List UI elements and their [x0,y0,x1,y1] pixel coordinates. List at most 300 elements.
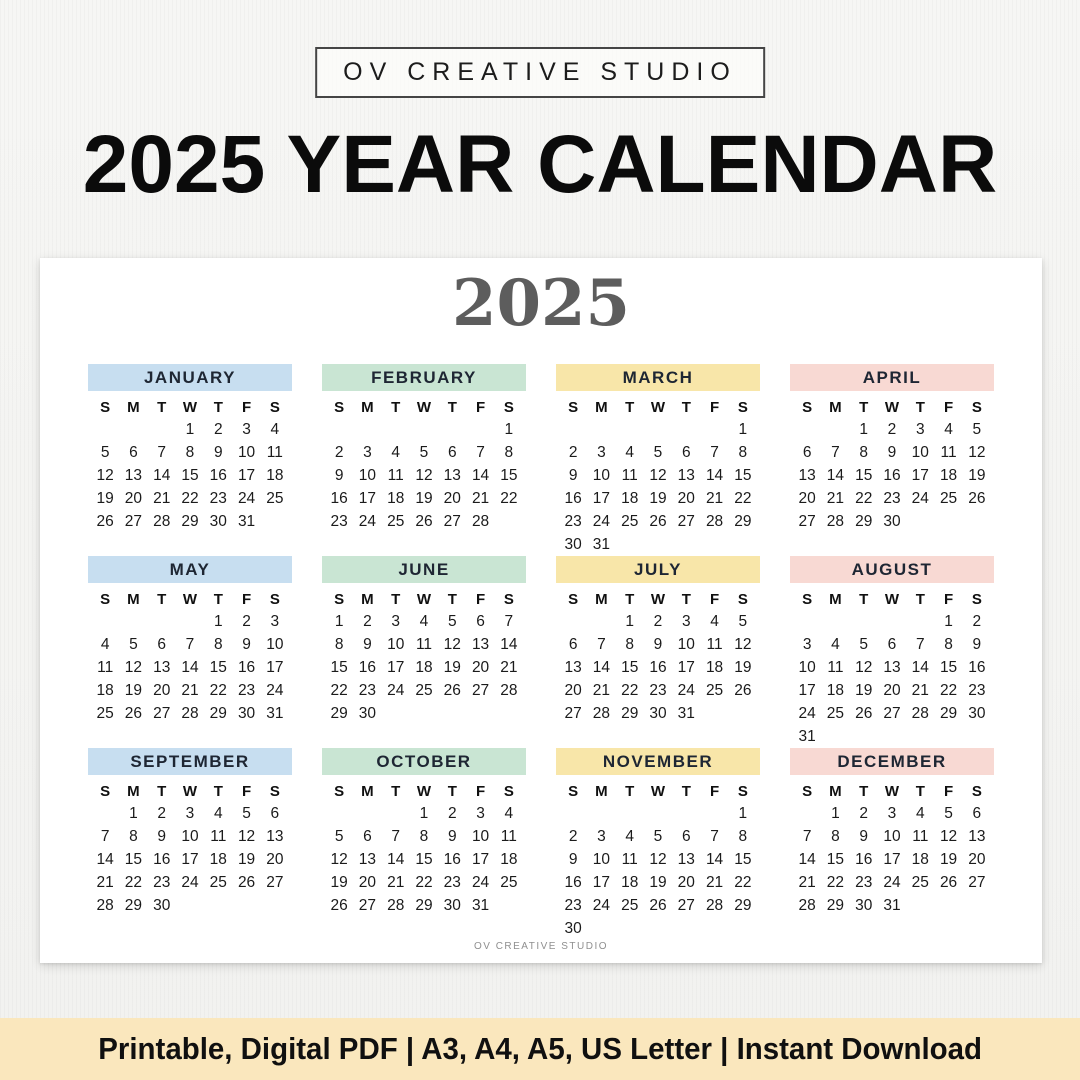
day-cell: 12 [330,851,348,868]
weekday-label: W [182,399,198,416]
day-cell-empty [495,894,523,917]
day-cell: 25 [939,490,958,507]
day-cell: 14 [798,851,816,868]
day-cell: 1 [213,613,223,630]
weekday-label: F [241,783,252,800]
month-dates [325,610,523,725]
day-cell: 5 [334,828,344,845]
weekday-label: M [595,591,608,608]
day-cell: 9 [242,636,251,653]
month-header: FEBRUARY [322,364,526,391]
day-cell: 10 [883,828,901,845]
day-cell: 10 [911,444,929,461]
day-cell: 4 [504,805,514,822]
day-cell: 27 [358,897,377,914]
day-cell: 17 [237,467,256,484]
day-cell: 23 [209,490,227,507]
day-cell-empty [850,725,878,748]
day-cell: 1 [859,421,869,438]
day-cell: 16 [855,851,873,868]
weekday-label: F [475,591,486,608]
day-cell: 5 [419,444,429,461]
day-cell: 3 [597,444,606,461]
day-cell: 14 [826,467,845,484]
day-cell: 6 [887,636,897,653]
day-cell: 8 [831,828,840,845]
day-cell-empty [793,610,821,633]
day-cell-empty [382,418,410,441]
day-cell: 7 [831,444,840,461]
weekday-label: S [971,591,982,608]
day-cell: 7 [185,636,195,653]
month-dates [325,802,523,917]
day-cell: 29 [209,705,227,722]
weekday-label: S [334,783,345,800]
day-cell-empty [261,510,289,533]
day-cell-empty [934,725,962,748]
weekday-label: T [391,783,401,800]
day-cell-empty [587,917,615,940]
day-cell: 19 [855,682,873,699]
day-cell: 27 [471,682,490,699]
weekday-label: S [503,591,514,608]
day-cell: 5 [129,636,138,653]
day-cell: 26 [855,705,873,722]
day-cell: 24 [266,682,284,699]
month-dates [793,418,991,533]
day-cell: 31 [266,705,284,722]
day-cell-empty [204,894,232,917]
month-december [790,748,994,940]
weekday-label: W [650,783,666,800]
day-cell-empty [672,917,700,940]
weekday-row [793,589,991,610]
weekday-label: T [859,783,869,800]
day-cell: 6 [568,636,578,653]
day-cell: 18 [621,490,639,507]
day-cell: 19 [237,851,256,868]
day-cell: 9 [653,636,663,653]
day-cell: 29 [939,705,958,722]
day-cell: 11 [827,659,844,676]
weekday-label: F [709,783,720,800]
day-cell: 25 [826,705,845,722]
day-cell: 7 [915,636,925,653]
day-cell: 17 [266,659,284,676]
day-cell: 28 [911,705,929,722]
day-cell: 6 [157,636,167,653]
day-cell: 25 [621,513,639,530]
day-cell: 9 [972,636,982,653]
day-cell-empty [438,702,466,725]
weekday-label: W [416,399,432,416]
day-cell: 3 [597,828,606,845]
day-cell: 30 [649,705,667,722]
day-cell: 23 [237,682,256,699]
month-july [556,556,760,748]
day-cell: 21 [798,874,816,891]
month-march [556,364,760,556]
day-cell: 9 [887,444,897,461]
day-cell: 12 [734,636,752,653]
day-cell: 22 [826,874,845,891]
day-cell: 23 [649,682,667,699]
day-cell: 11 [210,828,227,845]
month-september [88,748,292,940]
day-cell: 15 [855,467,873,484]
day-cell: 7 [504,613,514,630]
month-june [322,556,526,748]
day-cell: 8 [625,636,635,653]
day-cell: 20 [358,874,377,891]
day-cell-empty [878,610,906,633]
day-cell: 2 [972,613,982,630]
day-cell-empty [729,533,757,556]
weekday-label: W [884,399,900,416]
day-cell: 17 [471,851,490,868]
weekday-label: W [650,591,666,608]
day-cell: 15 [181,467,199,484]
day-cell: 1 [334,613,344,630]
weekday-label: M [127,399,140,416]
day-cell: 29 [855,513,873,530]
day-cell: 29 [124,897,143,914]
day-cell: 26 [734,682,752,699]
weekday-label: T [681,399,691,416]
day-cell: 10 [266,636,284,653]
day-cell: 5 [859,636,869,653]
day-cell: 15 [734,467,752,484]
day-cell-empty [559,610,587,633]
day-cell: 27 [124,513,143,530]
weekday-label: T [447,399,457,416]
weekday-label: T [625,783,635,800]
day-cell: 24 [358,513,377,530]
day-cell-empty [672,533,700,556]
day-cell: 4 [391,444,401,461]
month-november [556,748,760,940]
day-cell: 7 [476,444,485,461]
weekday-label: F [241,399,252,416]
day-cell: 4 [710,613,719,630]
day-cell: 25 [96,705,114,722]
day-cell: 7 [802,828,812,845]
day-cell: 3 [270,613,280,630]
day-cell: 14 [592,659,611,676]
bottom-bar [0,1018,1080,1080]
months-grid [88,364,994,940]
day-cell-empty [906,610,934,633]
day-cell: 25 [621,897,639,914]
day-cell: 13 [153,659,171,676]
day-cell: 19 [443,659,461,676]
day-cell: 21 [826,490,845,507]
day-cell: 29 [734,897,752,914]
day-cell: 12 [96,467,114,484]
day-cell: 24 [592,897,611,914]
day-cell-empty [353,802,381,825]
day-cell-empty [587,418,615,441]
day-cell: 16 [564,490,582,507]
weekday-label: W [182,591,198,608]
weekday-label: T [213,399,223,416]
weekday-label: S [100,399,111,416]
day-cell: 14 [153,467,171,484]
day-cell: 2 [157,805,167,822]
weekday-label: W [416,591,432,608]
day-cell: 30 [564,920,582,937]
day-cell-empty [616,802,644,825]
day-cell: 28 [471,513,490,530]
day-cell: 17 [883,851,901,868]
card-footer-studio-label: OV CREATIVE STUDIO [473,941,609,952]
weekday-label: S [802,399,813,416]
day-cell: 14 [471,467,490,484]
day-cell: 3 [915,421,925,438]
weekday-label: T [681,591,691,608]
month-dates [559,610,757,725]
day-cell: 4 [270,421,280,438]
day-cell-empty [700,418,728,441]
weekday-row [793,397,991,418]
day-cell: 22 [621,682,639,699]
day-cell: 6 [129,444,138,461]
weekday-row [559,397,757,418]
weekday-row [325,397,523,418]
day-cell: 18 [500,851,518,868]
day-cell: 5 [242,805,251,822]
day-cell: 29 [734,513,752,530]
day-cell: 24 [911,490,929,507]
day-cell: 17 [387,659,405,676]
day-cell-empty [261,894,289,917]
weekday-label: T [915,399,925,416]
day-cell: 16 [209,467,227,484]
day-cell: 31 [592,536,611,553]
weekday-label: S [568,783,579,800]
weekday-label: W [884,783,900,800]
day-cell: 10 [358,467,377,484]
day-cell: 21 [705,874,724,891]
month-header: AUGUST [790,556,994,583]
day-cell: 11 [621,467,638,484]
day-cell: 19 [649,490,667,507]
day-cell: 22 [330,682,348,699]
day-cell: 6 [802,444,812,461]
day-cell: 15 [330,659,348,676]
day-cell: 14 [705,851,724,868]
day-cell: 4 [419,613,429,630]
day-cell: 14 [96,851,114,868]
day-cell-empty [495,702,523,725]
day-cell: 30 [855,897,873,914]
weekday-label: W [650,399,666,416]
day-cell: 4 [100,636,110,653]
day-cell: 1 [944,613,953,630]
weekday-label: M [829,399,842,416]
day-cell: 1 [129,805,138,822]
day-cell: 16 [153,851,171,868]
day-cell: 9 [859,828,869,845]
day-cell: 14 [387,851,405,868]
weekday-row [559,781,757,802]
day-cell-empty [793,418,821,441]
weekday-label: S [568,399,579,416]
day-cell: 2 [447,805,457,822]
day-cell: 22 [181,490,199,507]
weekday-label: T [859,399,869,416]
day-cell: 2 [213,421,223,438]
month-dates [325,418,523,533]
day-cell: 26 [237,874,256,891]
day-cell-empty [934,894,962,917]
day-cell: 24 [387,682,405,699]
day-cell: 13 [968,828,986,845]
day-cell: 10 [237,444,256,461]
day-cell: 26 [649,513,667,530]
day-cell: 8 [185,444,195,461]
day-cell-empty [850,610,878,633]
day-cell: 6 [972,805,982,822]
day-cell: 30 [153,897,171,914]
day-cell: 28 [153,513,171,530]
day-cell: 19 [96,490,114,507]
day-cell: 29 [826,897,845,914]
weekday-label: F [241,591,252,608]
day-cell: 20 [564,682,582,699]
day-cell: 16 [237,659,256,676]
day-cell: 12 [968,444,986,461]
day-cell: 4 [944,421,953,438]
day-cell: 4 [625,828,635,845]
day-cell: 30 [237,705,256,722]
day-cell: 11 [621,851,638,868]
day-cell: 19 [330,874,348,891]
day-cell: 4 [915,805,925,822]
month-dates [559,418,757,556]
day-cell: 23 [443,874,461,891]
day-cell: 3 [391,613,401,630]
day-cell: 20 [443,490,461,507]
day-cell: 13 [124,467,143,484]
weekday-label: S [334,591,345,608]
weekday-label: M [361,591,374,608]
day-cell: 11 [912,828,929,845]
weekday-label: M [361,399,374,416]
day-cell: 30 [443,897,461,914]
day-cell: 17 [592,490,611,507]
day-cell: 31 [471,897,490,914]
month-april [790,364,994,556]
weekday-label: S [568,591,579,608]
day-cell-empty [232,894,260,917]
weekday-row [559,589,757,610]
day-cell: 10 [592,851,611,868]
day-cell-empty [934,510,962,533]
weekday-row [91,397,289,418]
day-cell: 27 [564,705,582,722]
day-cell: 15 [415,851,433,868]
day-cell: 26 [939,874,958,891]
day-cell: 25 [387,513,405,530]
day-cell: 1 [504,421,514,438]
day-cell: 3 [363,444,372,461]
weekday-label: M [829,591,842,608]
day-cell: 11 [706,636,723,653]
day-cell-empty [906,894,934,917]
day-cell: 28 [96,897,114,914]
day-cell: 14 [500,636,518,653]
day-cell-empty [353,418,381,441]
day-cell: 20 [153,682,171,699]
day-cell: 1 [831,805,840,822]
day-cell: 23 [883,490,901,507]
day-cell: 14 [705,467,724,484]
day-cell-empty [382,802,410,825]
weekday-label: T [157,591,167,608]
day-cell: 2 [653,613,663,630]
day-cell: 20 [677,490,695,507]
day-cell: 11 [940,444,957,461]
day-cell-empty [644,533,672,556]
day-cell: 17 [911,467,929,484]
weekday-label: T [915,591,925,608]
day-cell: 12 [124,659,143,676]
day-cell-empty [616,533,644,556]
day-cell: 1 [738,805,748,822]
day-cell: 7 [710,444,719,461]
day-cell: 17 [592,874,611,891]
weekday-label: T [213,783,223,800]
weekday-label: T [391,399,401,416]
weekday-label: M [829,783,842,800]
day-cell: 22 [734,490,752,507]
day-cell: 2 [242,613,251,630]
day-cell: 8 [859,444,869,461]
day-cell: 10 [677,636,695,653]
day-cell-empty [119,418,147,441]
day-cell: 19 [939,851,958,868]
month-header: MARCH [556,364,760,391]
day-cell: 19 [649,874,667,891]
studio-badge [315,47,765,98]
weekday-label: W [416,783,432,800]
weekday-row [325,781,523,802]
day-cell-empty [616,917,644,940]
day-cell: 7 [100,828,110,845]
day-cell: 3 [887,805,897,822]
day-cell: 14 [911,659,929,676]
month-dates [91,610,289,725]
day-cell: 27 [677,513,695,530]
day-cell-empty [382,702,410,725]
day-cell: 12 [649,467,667,484]
day-cell: 18 [415,659,433,676]
day-cell: 20 [883,682,901,699]
day-cell: 9 [568,467,578,484]
day-cell: 31 [677,705,695,722]
day-cell: 29 [621,705,639,722]
month-header: DECEMBER [790,748,994,775]
day-cell: 28 [826,513,845,530]
day-cell: 13 [798,467,816,484]
day-cell: 13 [471,636,490,653]
day-cell-empty [672,802,700,825]
weekday-label: S [737,783,748,800]
weekday-label: T [447,783,457,800]
weekday-label: T [213,591,223,608]
month-header: JUNE [322,556,526,583]
